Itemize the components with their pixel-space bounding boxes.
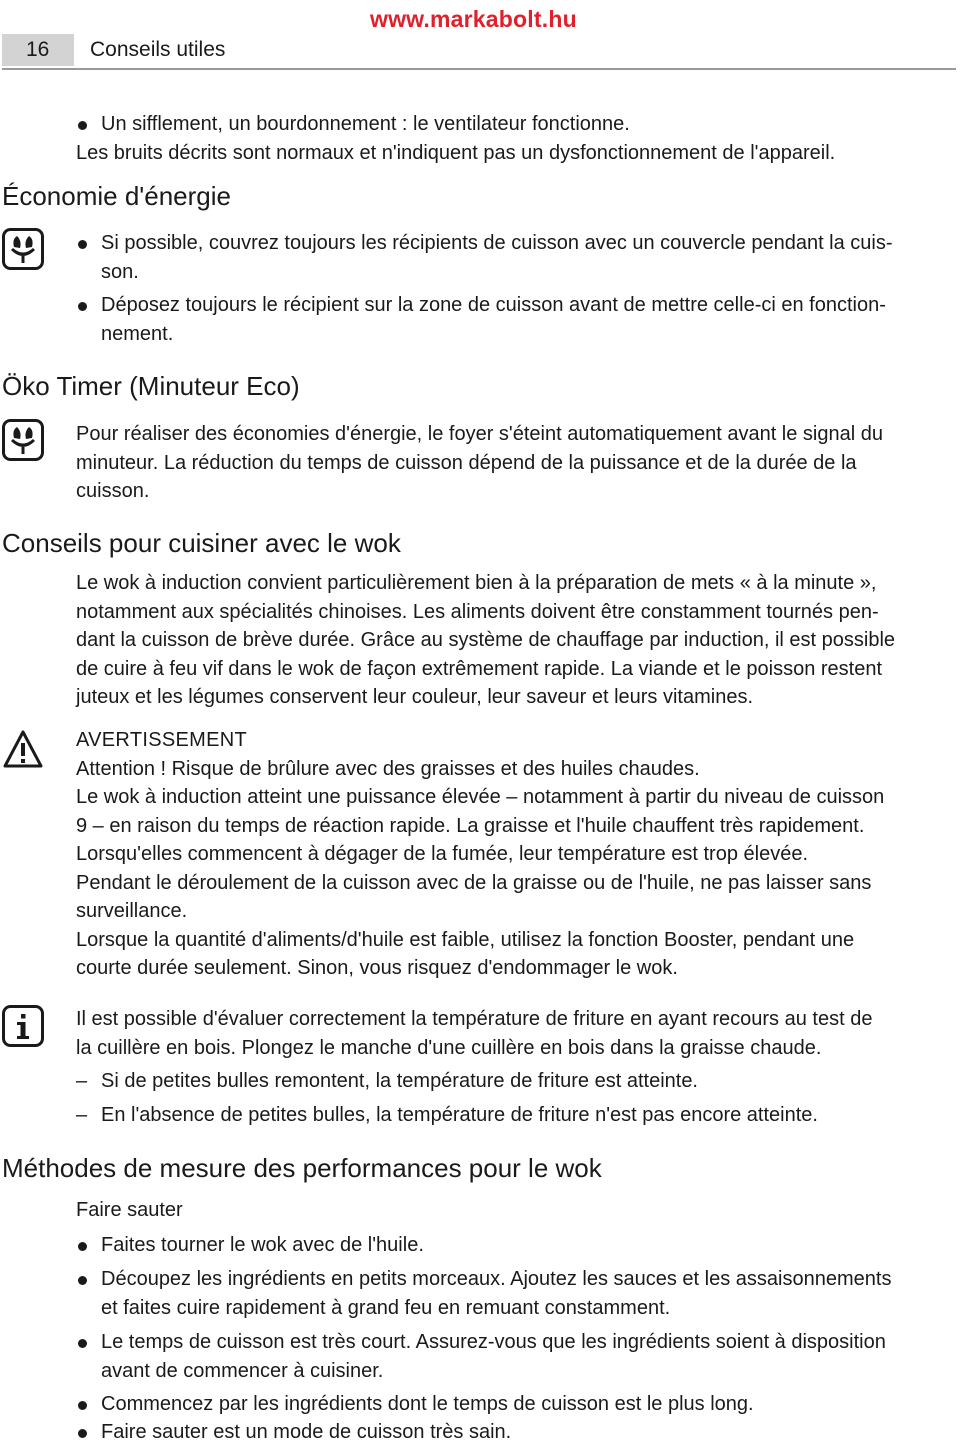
- methodes-subtitle: Faire sauter: [76, 1199, 183, 1221]
- bullet-dot: [75, 229, 87, 241]
- oko-line-3: cuisson.: [76, 480, 150, 502]
- dash-marker: –: [76, 1104, 88, 1126]
- bullet-dot: [75, 1231, 87, 1243]
- methodes-item-4: [101, 1390, 951, 1419]
- eco-leaf-icon: [2, 228, 44, 270]
- eco-leaf-icon: [2, 419, 44, 461]
- info-line-1: Il est possible d'évaluer correctement la température de friture en ayant recours au test de: [76, 1008, 873, 1030]
- economie-item-2: [101, 291, 951, 348]
- warning-line-4: Lorsqu'elles commencent à dégager de la fumée, leur température est trop élevée.: [76, 843, 809, 865]
- bullet-dot: [75, 1265, 87, 1277]
- warning-line-5: Pendant le déroulement de la cuisson avec de la graisse ou de l'huile, ne pas laisser sans: [76, 871, 872, 894]
- bullet-dot: [75, 1390, 87, 1402]
- info-dash-2: En l'absence de petites bulles, la température de friture n'est pas encore atteinte.: [101, 1104, 818, 1126]
- header-rule: [2, 68, 956, 70]
- warning-line-7: Lorsque la quantité d'aliments/d'huile est faible, utilisez la fonction Booster, pendant une: [76, 928, 855, 951]
- methodes-item-3: [101, 1328, 951, 1385]
- wok-paragraph: [76, 569, 954, 712]
- bullet-dot: [75, 1328, 87, 1340]
- economie-item-1-line2: son.: [101, 260, 139, 283]
- methodes-item-4-line1: Commencez par les ingrédients dont le temps de cuisson est le plus long.: [101, 1393, 754, 1415]
- warning-title: AVERTISSEMENT: [76, 729, 247, 751]
- economie-item-2-line2: nement.: [101, 322, 174, 345]
- section-title-economie: Économie d'énergie: [2, 181, 231, 211]
- page-header: [0, 34, 956, 68]
- economie-item-1-line1: Si possible, couvrez toujours les récipients de cuisson avec un couvercle pendant la cuis-: [101, 232, 893, 254]
- bullet-dot: [75, 1418, 87, 1430]
- methodes-item-1: [101, 1231, 951, 1260]
- warning-line-3: 9 – en raison du temps de réaction rapide. La graisse et l'huile chauffent très rapidement.: [76, 814, 865, 837]
- intro-note: Les bruits décrits sont normaux et n'indiquent pas un dysfonctionnement de l'appareil.: [76, 142, 836, 164]
- dash-marker: –: [76, 1070, 88, 1092]
- warning-line-6: surveillance.: [76, 900, 188, 922]
- warning-line-8: courte durée seulement. Sinon, vous risquez d'endommager le wok.: [76, 957, 678, 979]
- methodes-item-1-line1: Faites tourner le wok avec de l'huile.: [101, 1234, 424, 1256]
- methodes-item-2: [101, 1265, 951, 1322]
- oko-line-2: minuteur. La réduction du temps de cuisson dépend de la puissance et de la durée de la: [76, 451, 857, 474]
- info-icon: [2, 1005, 44, 1047]
- oko-line-1: Pour réaliser des économies d'énergie, le foyer s'éteint automatiquement avant le signal du: [76, 423, 883, 445]
- watermark[interactable]: www.markabolt.hu: [370, 6, 577, 32]
- economie-item-2-line1: Déposez toujours le récipient sur la zone de cuisson avant de mettre celle-ci en fonction-: [101, 294, 886, 316]
- bullet-dot: [75, 110, 87, 122]
- info-paragraph: [76, 1005, 954, 1062]
- bullet-dot: [75, 291, 87, 303]
- methodes-item-3-line1: Le temps de cuisson est très court. Assurez-vous que les ingrédients soient à disposition: [101, 1331, 886, 1353]
- wok-line-2: notamment aux spécialités chinoises. Les aliments doivent être constamment tournés pen-: [76, 600, 879, 623]
- info-dash-1: Si de petites bulles remontent, la température de friture est atteinte.: [101, 1070, 698, 1092]
- methodes-item-5: [101, 1418, 951, 1447]
- wok-line-1: Le wok à induction convient particulièrement bien à la préparation de mets « à la minute »,: [76, 572, 877, 594]
- methodes-item-5-line1: Faire sauter est un mode de cuisson très sain.: [101, 1421, 512, 1443]
- wok-line-4: de cuire à feu vif dans le wok de façon extrêmement rapide. La viande et le poisson restent: [76, 657, 883, 680]
- warning-block: [76, 726, 954, 983]
- methodes-item-2-line2: et faites cuire rapidement à grand feu en remuant constamment.: [101, 1296, 671, 1319]
- warning-line-1: Attention ! Risque de brûlure avec des graisses et des huiles chaudes.: [76, 757, 700, 780]
- methodes-item-2-line1: Découpez les ingrédients en petits morceaux. Ajoutez les sauces et les assaisonnements: [101, 1268, 892, 1290]
- section-title-methodes: Méthodes de mesure des performances pour le wok: [2, 1153, 602, 1183]
- section-title-oko: Öko Timer (Minuteur Eco): [2, 371, 300, 401]
- warning-line-2: Le wok à induction atteint une puissance élevée – notamment à partir du niveau de cuisson: [76, 786, 885, 808]
- wok-line-3: dant la cuisson de brève durée. Grâce au système de chauffage par induction, il est possible: [76, 629, 896, 651]
- methodes-item-3-line2: avant de commencer à cuisiner.: [101, 1359, 384, 1382]
- header-title: Conseils utiles: [90, 38, 226, 61]
- section-title-wok: Conseils pour cuisiner avec le wok: [2, 528, 401, 558]
- page-number: 16: [2, 34, 74, 66]
- wok-line-5: juteux et les légumes conservent leur couleur, leur saveur et leurs vitamines.: [76, 686, 754, 708]
- intro-bullet: Un sifflement, un bourdonnement : le ventilateur fonctionne.: [101, 113, 630, 135]
- info-line-2: la cuillère en bois. Plongez le manche d'une cuillère en bois dans la graisse chaude.: [76, 1036, 822, 1059]
- economie-item-1: [101, 229, 951, 286]
- warning-triangle-icon: [2, 728, 44, 770]
- oko-paragraph: [76, 420, 954, 506]
